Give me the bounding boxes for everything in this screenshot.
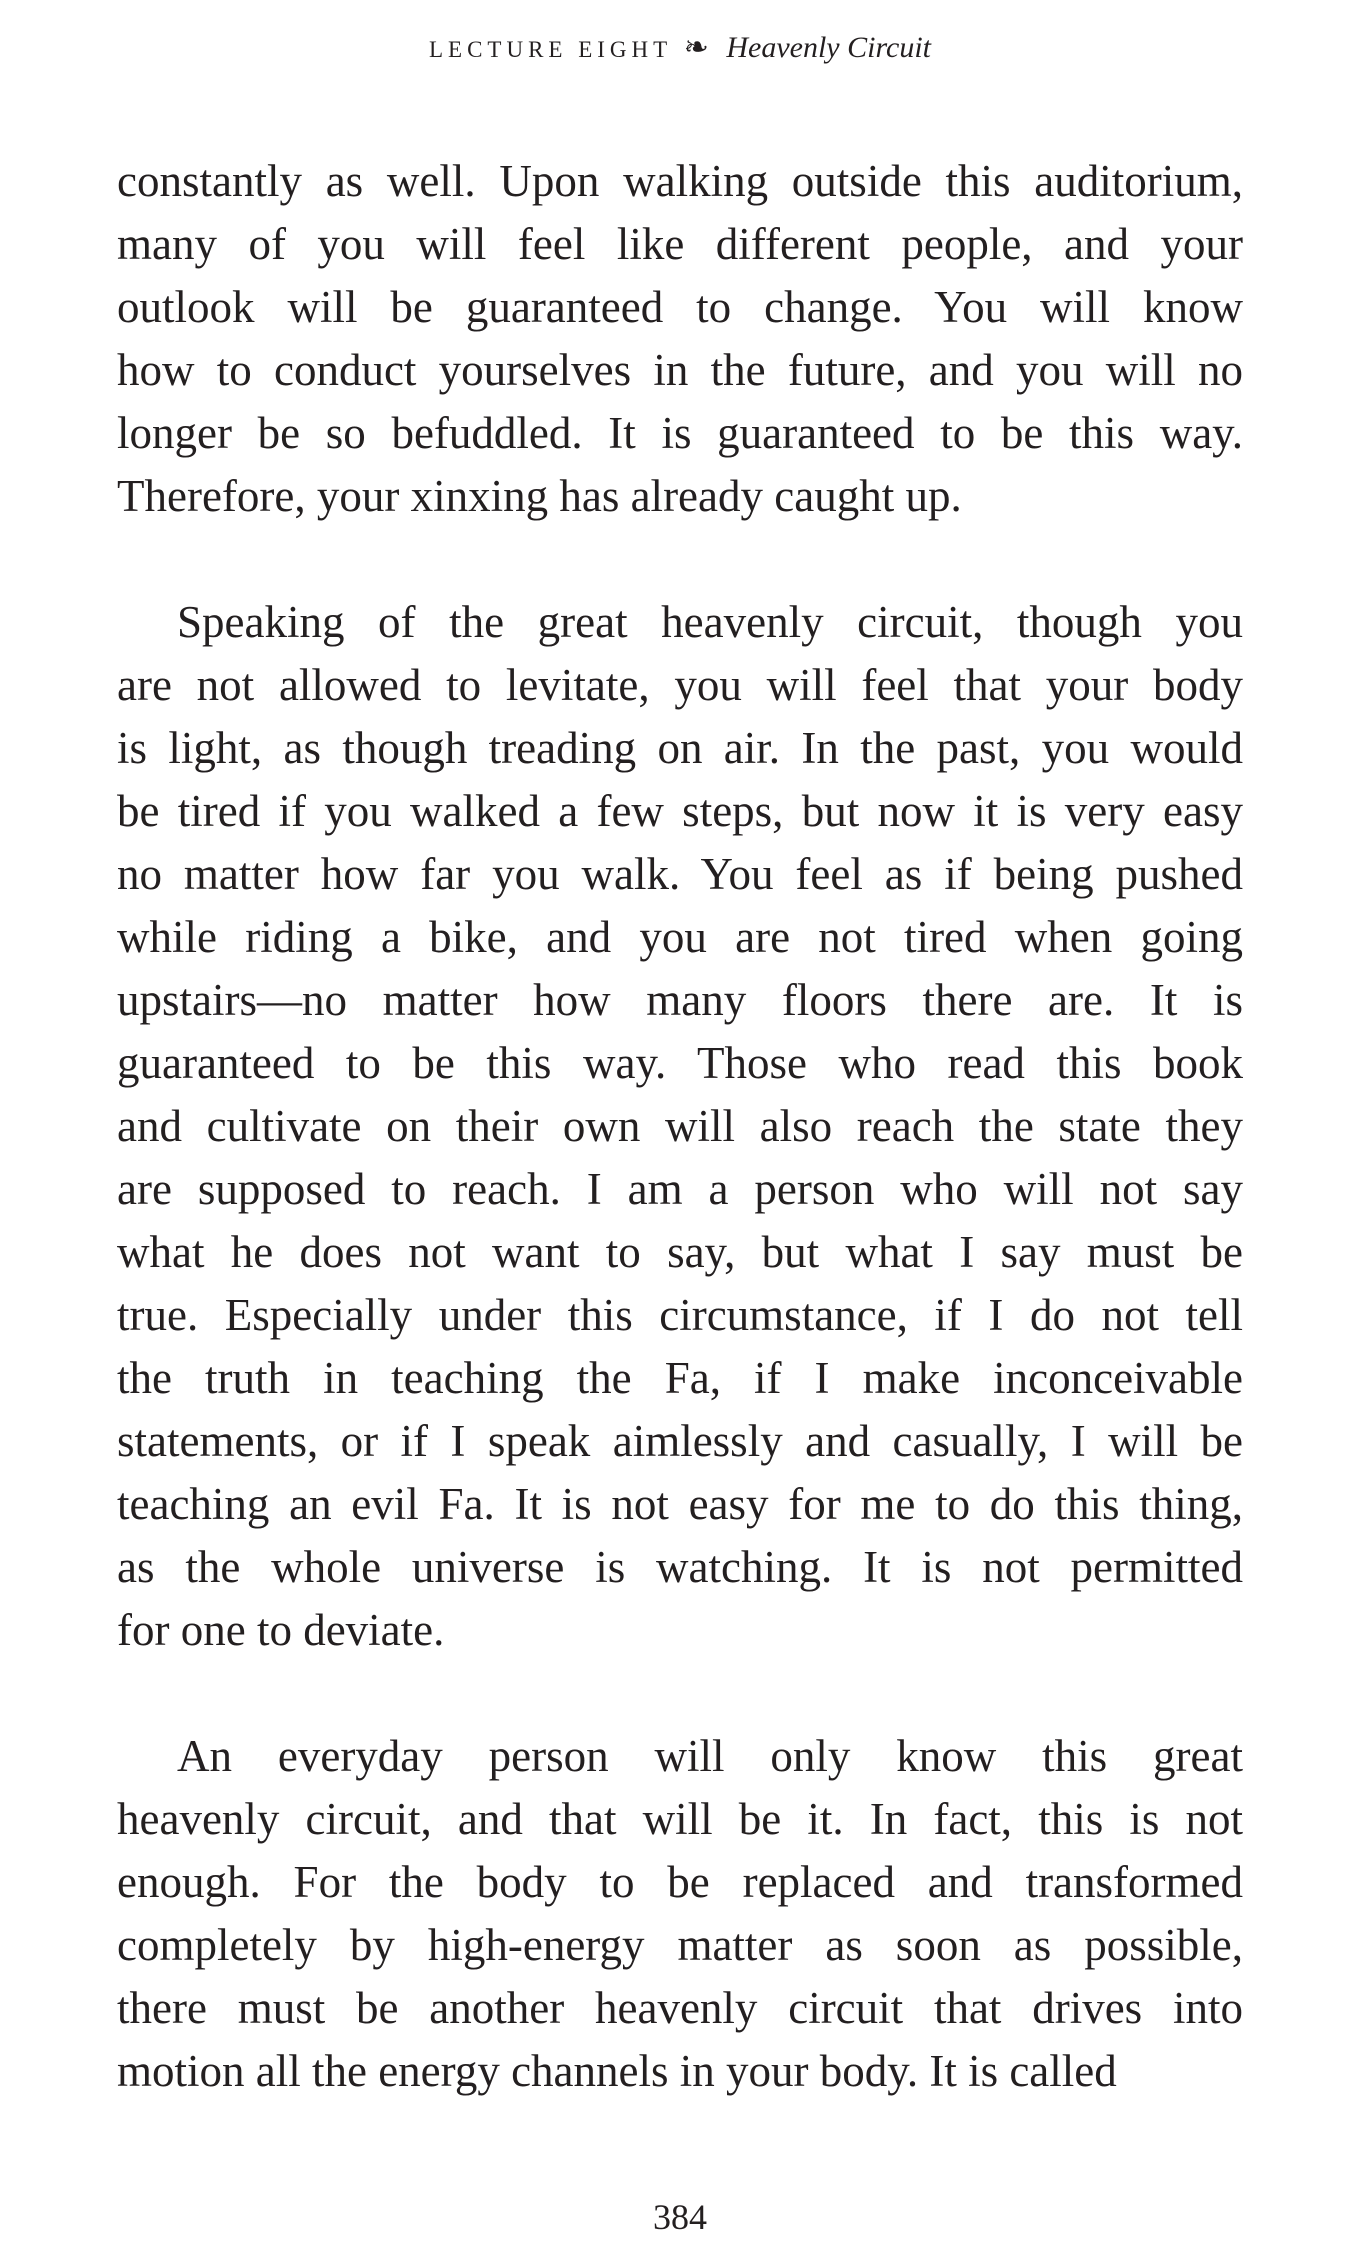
text-line: guaranteed to be this way. Those who read this book [117,1038,1243,1088]
text-line: many of you will feel like different people, and your [117,219,1243,269]
page-number: 384 [653,2197,707,2237]
fleuron-icon: ❧ [683,31,709,64]
text-line: Therefore, your xinxing has already caught up. [117,471,962,521]
text-line: Speaking of the great heavenly circuit, though you [177,597,1243,647]
paragraph [117,1725,1243,2103]
header-section-label: LECTURE EIGHT [428,37,673,62]
text-line: there must be another heavenly circuit that drives into [117,1983,1243,2033]
text-line: teaching an evil Fa. It is not easy for me to do this thing, [117,1479,1243,1529]
text-line: and cultivate on their own will also reach the state they [117,1101,1243,1151]
text-line: motion all the energy channels in your body. It is called [117,2046,1117,2096]
paragraph-gap [117,528,1243,591]
text-line: what he does not want to say, but what I say must be [117,1227,1243,1277]
text-line: while riding a bike, and you are not tired when going [117,912,1243,962]
text-line: longer be so befuddled. It is guaranteed to be this way. [117,408,1243,458]
text-line: be tired if you walked a few steps, but now it is very easy [117,786,1243,836]
paragraph [117,591,1243,1662]
text-line: outlook will be guaranteed to change. You will know [117,282,1243,332]
text-line: An everyday person will only know this great [177,1731,1243,1781]
text-line: upstairs—no matter how many floors there are. It is [117,975,1243,1025]
text-line: completely by high-energy matter as soon as possible, [117,1920,1243,1970]
text-line: no matter how far you walk. You feel as if being pushed [117,849,1243,899]
text-line: true. Especially under this circumstance, if I do not tell [117,1290,1243,1340]
text-line: is light, as though treading on air. In the past, you would [117,723,1243,773]
text-line: for one to deviate. [117,1605,445,1655]
text-line: heavenly circuit, and that will be it. In fact, this is not [117,1794,1243,1844]
text-line: are supposed to reach. I am a person who will not say [117,1164,1243,1214]
text-line: how to conduct yourselves in the future, and you will no [117,345,1243,395]
text-line: enough. For the body to be replaced and transformed [117,1857,1243,1907]
text-line: are not allowed to levitate, you will feel that your body [117,660,1243,710]
running-header [0,28,1360,70]
text-line: constantly as well. Upon walking outside this auditorium, [117,156,1243,206]
paragraph-gap [117,1662,1243,1725]
text-line: statements, or if I speak aimlessly and casually, I will be [117,1416,1243,1466]
text-line: as the whole universe is watching. It is not permitted [117,1542,1243,1592]
header-chapter-title: Heavenly Circuit [726,31,931,64]
body-text [117,150,1243,2103]
text-line: the truth in teaching the Fa, if I make inconceivable [117,1353,1243,1403]
paragraph [117,150,1243,528]
